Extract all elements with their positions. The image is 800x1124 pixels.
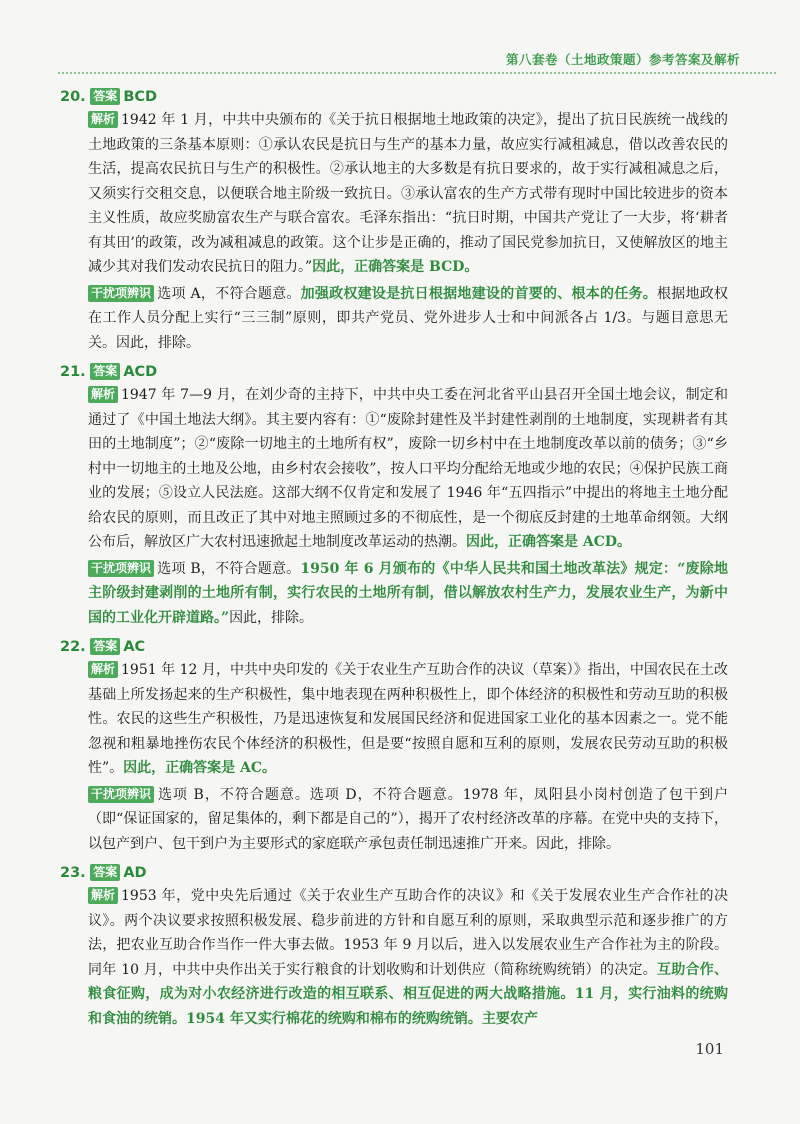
analysis-paragraph bbox=[88, 884, 728, 1031]
header-dotted-rule bbox=[58, 72, 776, 74]
question-number: 20. bbox=[60, 89, 86, 105]
answer-tag: 答案 bbox=[90, 864, 120, 881]
analysis-tag: 解析 bbox=[88, 661, 118, 678]
question-header bbox=[60, 636, 728, 658]
distractor-tag: 干扰项辨识 bbox=[88, 786, 154, 803]
highlighted-text: 因此，正确答案是 AC。 bbox=[123, 760, 277, 776]
question-block bbox=[60, 862, 728, 1031]
distractor-tag: 干扰项辨识 bbox=[88, 285, 154, 302]
question-number: 22. bbox=[60, 639, 86, 655]
distractor-tag: 干扰项辨识 bbox=[88, 560, 154, 577]
answer-value: AC bbox=[123, 639, 146, 655]
page-number: 101 bbox=[695, 1040, 724, 1058]
highlighted-text: 加强政权建设是抗日根据地建设的首要的、根本的任务。 bbox=[300, 285, 657, 302]
answer-value: BCD bbox=[123, 89, 158, 105]
distractor-text: 选项 A，不符合题意。 bbox=[157, 285, 301, 302]
question-block bbox=[60, 86, 729, 355]
question-header bbox=[60, 862, 728, 884]
answer-tag: 答案 bbox=[90, 638, 120, 655]
distractor-paragraph bbox=[88, 557, 728, 631]
analysis-text: 1947 年 7—9 月，在刘少奇的主持下，中共中央工委在河北省平山县召开全国土地会议，制定和通过了《中国土地法大纲》。其主要内容有：①“废除封建性及半封建性剥削的土地制度，实现耕者有其田的土地制度”；②“废除一切地主的土地所有权”，废除一切乡村中在土地制度改革以前的债务；③“乡村中一切地主的土地及公地，由乡村农会接收”，按人口平均分配给无地或少地的农民；④保护民族工商业的发展；⑤设立人民法庭。这部大纲不仅肯定和发展了 1946 年“五四指示”中提出的将地主土地分配给农民的原则，而且改正了其中对地主照顾过多的不彻底性，是一个彻底反封建的土地革命纲领。大纲公布后，解放区广大农村迅速掀起土地制度改革运动的热潮。 bbox=[88, 387, 728, 550]
distractor-paragraph bbox=[88, 783, 728, 857]
answer-content bbox=[60, 86, 729, 1037]
analysis-text: 1951 年 12 月，中共中央印发的《关于农业生产互助合作的决议（草案）》指出，中国农民在土改基础上所发扬起来的生产积极性，集中地表现在两种积极性上，即个体经济的积极性和劳动互助的积极性。农民的这些生产积极性，乃是迅速恢复和发展国民经济和促进国家工业化的基本因素之一。党不能忽视和粗暴地挫伤农民个体经济的积极性，但是要“按照自愿和互利的原则，发展农民劳动互助的积极性”。 bbox=[88, 662, 728, 776]
distractor-text: 根据地政权在工作人员分配上实行“三三制”原则，即共产党员、党外进步人士和中间派各占 1/3。与题目意思无关。因此，排除。 bbox=[88, 285, 729, 351]
distractor-text: 选项 B，不符合题意。 bbox=[157, 560, 301, 577]
analysis-tag: 解析 bbox=[88, 111, 118, 128]
highlighted-text: 互助合作、粮食征购，成为对小农经济进行改造的相互联系、相互促进的两大战略措施。11 月，实行油料的统购和食油的统销。1954 年又实行棉花的统购和棉布的统购统销。主要农产 bbox=[88, 961, 728, 1027]
question-number: 21. bbox=[60, 364, 86, 380]
answer-tag: 答案 bbox=[90, 363, 120, 380]
question-block bbox=[60, 361, 728, 630]
header-title: 第八套卷（土地政策题）参考答案及解析 bbox=[505, 52, 740, 67]
analysis-tag: 解析 bbox=[88, 386, 118, 403]
analysis-paragraph bbox=[88, 658, 728, 781]
question-block bbox=[60, 636, 728, 856]
analysis-tag: 解析 bbox=[88, 887, 118, 904]
distractor-text: 选项 B，不符合题意。选项 D，不符合题意。1978 年，凤阳县小岗村创造了包干到户（即“保证国家的，留足集体的，剩下都是自己的”），揭开了农村经济改革的序幕。在党中央的支持下，以包产到户、包干到户为主要形式的家庭联产承包责任制迅速推广开来。因此，排除。 bbox=[88, 786, 728, 852]
answer-value: AD bbox=[123, 865, 147, 881]
highlighted-text: 因此，正确答案是 BCD。 bbox=[312, 259, 479, 275]
analysis-paragraph bbox=[88, 383, 728, 555]
distractor-paragraph bbox=[88, 282, 728, 356]
analysis-text: 1953 年，党中央先后通过《关于农业生产互助合作的决议》和《关于发展农业生产合作社的决议》。两个决议要求按照积极发展、稳步前进的方针和自愿互利的原则，采取典型示范和逐步推广的方法，把农业互助合作当作一件大事去做。1953 年 9 月以后，进入以发展农业生产合作社为主的阶段。同年 10 月，中共中央作出关于实行粮食的计划收购和计划供应（简称统购统销）的决定。 bbox=[88, 888, 728, 978]
analysis-paragraph bbox=[88, 108, 728, 280]
answer-tag: 答案 bbox=[90, 88, 120, 105]
question-header bbox=[60, 86, 728, 108]
question-number: 23. bbox=[60, 865, 86, 881]
question-header bbox=[60, 361, 728, 383]
highlighted-text: 1950 年 6 月颁布的《中华人民共和国土地改革法》规定：“废除地主阶级封建剥削的土地所有制，实行农民的土地所有制，借以解放农村生产力，发展农业生产，为新中国的工业化开辟道路。” bbox=[88, 560, 728, 626]
distractor-text: 因此，排除。 bbox=[229, 609, 314, 626]
answer-value: ACD bbox=[123, 364, 158, 380]
analysis-text: 1942 年 1 月，中共中央颁布的《关于抗日根据地土地政策的决定》，提出了抗日民族统一战线的土地政策的三条基本原则：①承认农民是抗日与生产的基本力量，故应实行减租减息，借以改善农民的生活，提高农民抗日与生产的积极性。②承认地主的大多数是有抗日要求的，故于实行减租减息之后，又须实行交租交息，以便联合地主阶级一致抗日。③承认富农的生产方式带有现时中国比较进步的资本主义性质，故应奖励富农生产与联合富农。毛泽东指出：“抗日时期，中国共产党让了一大步，将‘耕者有其田’的政策，改为减租减息的政策。这个让步是正确的，推动了国民党参加抗日，又使解放区的地主减少其对我们发动农民抗日的阻力。” bbox=[88, 112, 728, 275]
highlighted-text: 因此，正确答案是 ACD。 bbox=[466, 534, 632, 550]
